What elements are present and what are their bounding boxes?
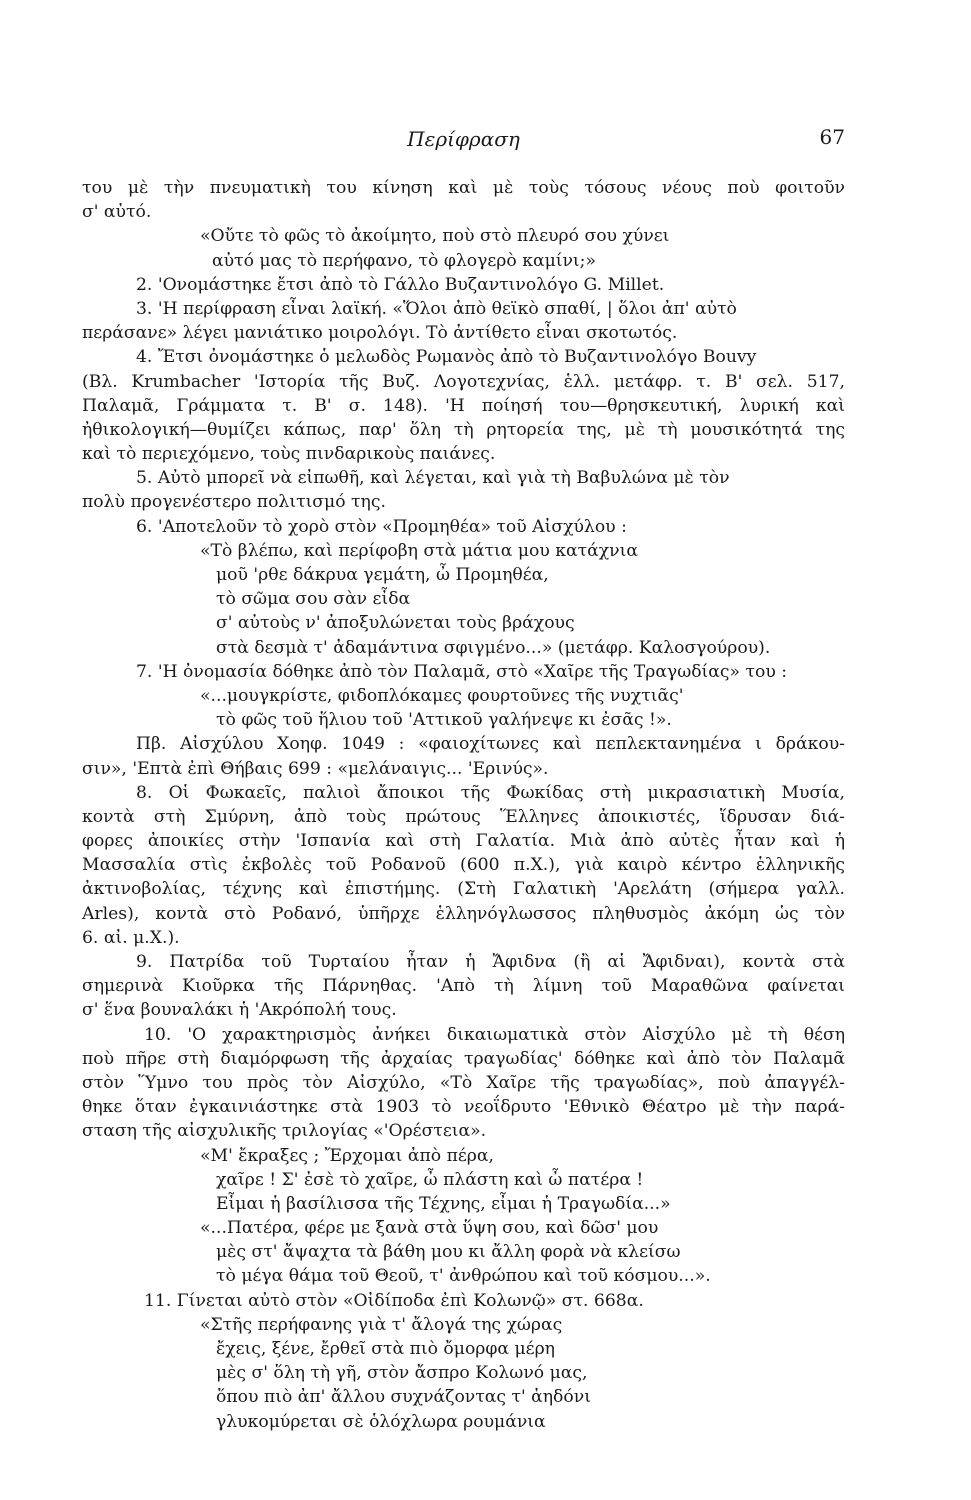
note-3: 3. 'Η περίφραση εἶναι λαϊκή. «Ὅλοι ἀπὸ θεϊκὸ σπαθί, | ὅλοι ἀπ' αὐτὸ	[136, 298, 737, 319]
quote-line: τὸ φῶς τοῦ ἥλιου τοῦ 'Αττικοῦ γαλήνεψε κι ἐσᾶς !».	[216, 710, 672, 731]
quote-line: τὸ σῶμα σου σὰν εἶδα	[216, 589, 411, 610]
note-7: 7. 'Η ὀνομασία δόθηκε ἀπὸ τὸν Παλαμᾶ, στὸ «Χαῖρε τῆς Τραγωδίας» του :	[136, 661, 788, 682]
quote-line: γλυκομύρεται σὲ ὁλόχλωρα ρουμάνια	[216, 1411, 546, 1432]
text-line: Μασσαλία στὶς ἐκβολὲς τοῦ Ροδανοῦ (600 π.Χ.), γιὰ καιρὸ κέντρο ἑλληνικῆς	[82, 855, 845, 876]
quote-line: «Οὔτε τὸ φῶς τὸ ἀκοίμητο, ποὺ στὸ πλευρό σου χύνει	[200, 226, 670, 247]
note-11: 11. Γίνεται αὐτὸ στὸν «Οἰδίποδα ἐπὶ Κολωνῷ» στ. 668α.	[144, 1290, 644, 1311]
text-line: θηκε ὅταν ἐγκαινιάστηκε στὰ 1903 τὸ νεοΐδρυτο 'Εθνικὸ Θέατρο μὲ τὴν παρά-	[82, 1097, 845, 1118]
note-10: 10. 'Ο χαρακτηρισμὸς ἀνήκει δικαιωματικὰ στὸν Αἰσχύλο μὲ τὴ θέση	[144, 1024, 845, 1045]
quote-line: «...Πατέρα, φέρε με ξανὰ στὰ ὕψη σου, καὶ δῶσ' μου	[200, 1218, 659, 1239]
text-line: Πβ. Αἰσχύλου Χοηφ. 1049 : «φαιοχίτωνες καὶ πεπλεκτανημένα ι δράκου-	[136, 734, 845, 755]
text-line: ἠθικολογική—θυμίζει κάπως, παρ' ὅλη τὴ ρητορεία της, μὲ τὴ μουσικότητά της	[82, 419, 845, 440]
note-9: 9. Πατρίδα τοῦ Τυρταίου ἦταν ἡ Ἄφιδνα (ἢ αἱ Ἄφιδναι), κοντὰ στὰ	[136, 952, 845, 972]
text-line: πολὺ προγενέστερο πολιτισμό της.	[82, 492, 386, 513]
text-line: περάσανε» λέγει μανιάτικο μοιρολόγι. Τὸ ἀντίθετο εἶναι σκοτωτός.	[82, 323, 678, 344]
text-line: σιν», 'Επτὰ ἐπὶ Θήβαις 699 : «μελάναιγις... 'Ερινύς».	[82, 758, 549, 779]
note-4: 4. Ἔτσι ὀνομάστηκε ὁ μελωδὸς Ρωμανὸς ἀπὸ τὸ Βυζαντινολόγο Bouvy	[136, 347, 757, 368]
note-8: 8. Οἱ Φωκαεῖς, παλιοὶ ἄποικοι τῆς Φωκίδας στὴ μικρασιατικὴ Μυσία,	[136, 782, 845, 803]
quote-line: χαῖρε ! Σ' ἐσὲ τὸ χαῖρε, ὦ πλάστη καὶ ὦ πατέρα !	[216, 1169, 644, 1190]
notes-body	[82, 176, 845, 1434]
quote-line: Εἶμαι ἡ βασίλισσα τῆς Τέχνης, εἶμαι ἡ Τραγωδία...»	[216, 1193, 671, 1214]
quote-line: «Μ' ἔκραξες ; Ἔρχομαι ἀπὸ πέρα,	[200, 1145, 494, 1166]
quote-line: «...μουγκρίστε, φιδοπλόκαμες φουρτοῦνες τῆς νυχτιᾶς'	[200, 685, 684, 706]
text-line: σταση τῆς αἰσχυλικῆς τριλογίας «'Ορέστεια».	[82, 1121, 487, 1142]
note-5: 5. Αὐτὸ μπορεῖ νὰ εἰπωθῆ, καὶ λέγεται, καὶ γιὰ τὴ Βαβυλώνα μὲ τὸν	[136, 468, 730, 489]
page-number: 67	[819, 125, 845, 149]
text-line: σ' αὐτό.	[82, 202, 152, 223]
note-2: 2. 'Ονομάστηκε ἔτσι ἀπὸ τὸ Γάλλο Βυζαντινολόγο G. Millet.	[136, 274, 665, 295]
text-line: στὸν Ὕμνο του πρὸς τὸν Αἰσχύλο, «Τὸ Χαῖρε τῆς τραγωδίας», ποὺ ἀπαγγέλ-	[82, 1072, 845, 1093]
quote-line: ὅπου πιὸ ἀπ' ἄλλου συχνάζοντας τ' ἀηδόνι	[216, 1387, 591, 1408]
text-line: ποὺ πῆρε στὴ διαμόρφωση τῆς ἀρχαίας τραγωδίας' δόθηκε καὶ ἀπὸ τὸν Παλαμᾶ	[82, 1048, 845, 1069]
page-header	[82, 125, 845, 165]
running-title: Περίφραση	[407, 127, 520, 151]
quote-line: σ' αὐτοὺς ν' ἀποξυλώνεται τοὺς βράχους	[216, 613, 575, 634]
text-line: ἀκτινοβολίας, τέχνης καὶ ἐπιστήμης. (Στὴ Γαλατικὴ 'Αρελάτη (σήμερα γαλλ.	[82, 879, 845, 900]
text-line: (Βλ. Krumbacher 'Ιστορία τῆς Βυζ. Λογοτεχνίας, ἑλλ. μετάφρ. τ. Β' σελ. 517,	[82, 371, 845, 392]
quote-line: αὐτό μας τὸ περήφανο, τὸ φλογερὸ καμίνι;»	[212, 250, 596, 271]
quote-line: μοῦ 'ρθε δάκρυα γεμάτη, ὦ Προμηθέα,	[216, 565, 549, 585]
quote-line: μὲς σ' ὅλη τὴ γῆ, στὸν ἄσπρο Κολωνό μας,	[216, 1363, 588, 1384]
quote-line: ἔχεις, ξένε, ἔρθεῖ στὰ πιὸ ὄμορφα μέρη	[216, 1339, 555, 1359]
text-line: φορες ἀποικίες στὴν 'Ισπανία καὶ στὴ Γαλατία. Μιὰ ἀπὸ αὐτὲς ἦταν καὶ ἡ	[82, 831, 845, 852]
quote-line: «Στῆς περήφανης γιὰ τ' ἄλογά της χώρας	[200, 1314, 563, 1335]
quote-line: «Τὸ βλέπω, καὶ περίφοβη στὰ μάτια μου κατάχνια	[200, 540, 638, 561]
quote-line: τὸ μέγα θάμα τοῦ Θεοῦ, τ' ἀνθρώπου καὶ τοῦ κόσμου...».	[216, 1266, 711, 1287]
text-line: Παλαμᾶ, Γράμματα τ. Β' σ. 148). 'Η ποίησή του—θρησκευτική, λυρική καὶ	[82, 395, 845, 416]
quote-line: μὲς στ' ἄψαχτα τὰ βάθη μου κι ἄλλη φορὰ νὰ κλείσω	[216, 1242, 681, 1263]
note-6: 6. 'Αποτελοῦν τὸ χορὸ στὸν «Προμηθέα» τοῦ Αἰσχύλου :	[136, 516, 627, 537]
text-line: κοντὰ στὴ Σμύρνη, ἀπὸ τοὺς πρώτους Ἕλληνες ἀποικιστές, ἵδρυσαν διά-	[82, 806, 845, 827]
text-line: σ' ἕνα βουναλάκι ἡ 'Ακρόπολή τους.	[82, 1000, 397, 1021]
text-line: σημερινὰ Κιοῦρκα τῆς Πάρνηθας. 'Απὸ τὴ λίμνη τοῦ Μαραθῶνα φαίνεται	[82, 976, 845, 997]
quote-line: στὰ δεσμὰ τ' ἀδαμάντινα σφιγμένο...» (μετάφρ. Καλοσγούρου).	[216, 637, 771, 658]
text-line: του μὲ τὴν πνευματικὴ του κίνηση καὶ μὲ τοὺς τόσους νέους ποὺ φοιτοῦν	[82, 178, 845, 198]
text-line: καὶ τὸ περιεχόμενο, τοὺς πινδαρικοὺς παιάνες.	[82, 444, 496, 465]
text-line: Arles), κοντὰ στὸ Ροδανό, ὑπῆρχε ἑλληνόγλωσσος πληθυσμὸς ἀκόμη ὡς τὸν	[82, 903, 845, 924]
text-line: 6. αἰ. μ.Χ.).	[82, 927, 180, 948]
